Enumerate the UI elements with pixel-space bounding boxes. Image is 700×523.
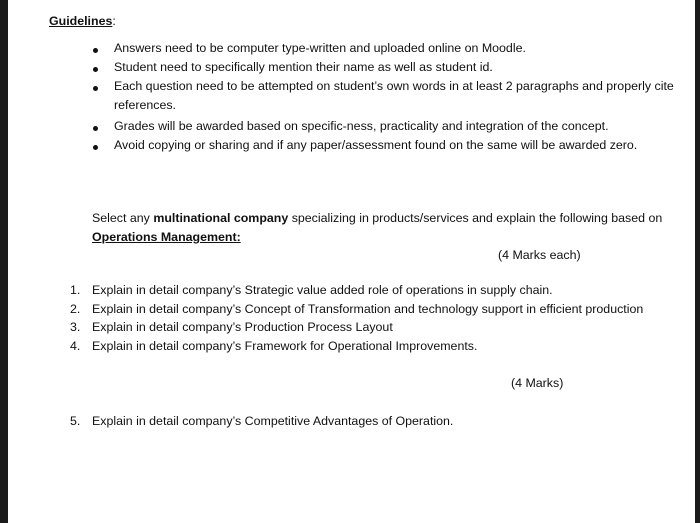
prompt-bold: multinational company	[153, 211, 289, 225]
bullet-icon	[93, 126, 98, 131]
question-text: Explain in detail company’s Production Process Layout	[92, 320, 393, 334]
bullet-item: Student need to specifically mention their name as well as student id.	[114, 60, 493, 74]
prompt-part2: specializing in products/services and explain the following based on	[288, 211, 663, 225]
question-text: Explain in detail company’s Framework for Operational Improvements.	[92, 339, 478, 353]
left-border	[0, 0, 8, 523]
guidelines-heading	[49, 14, 116, 28]
bullet-item: Each question need to be attempted on student’s own words in at least 2 paragraphs and properly cite	[114, 79, 674, 93]
bullet-item: Grades will be awarded based on specific-ness, practicality and integration of the concept.	[114, 119, 609, 133]
question-number: 2.	[70, 302, 81, 316]
prompt-topic: Operations Management:	[92, 230, 241, 244]
question-number: 1.	[70, 283, 81, 297]
bullet-icon	[93, 48, 98, 53]
bullet-item: Avoid copying or sharing and if any paper/assessment found on the same will be awarded zero.	[114, 138, 638, 152]
question-number: 4.	[70, 339, 81, 353]
guidelines-heading-colon: :	[112, 14, 116, 28]
marks-each: (4 Marks each)	[498, 248, 581, 262]
question-number: 5.	[70, 414, 81, 428]
bullet-item: Answers need to be computer type-written and uploaded online on Moodle.	[114, 41, 526, 55]
prompt-line	[92, 211, 662, 225]
question-text: Explain in detail company’s Concept of Transformation and technology support in efficient production	[92, 302, 644, 316]
right-border	[695, 0, 700, 523]
prompt-part1: Select any	[92, 211, 154, 225]
question-text: Explain in detail company’s Competitive Advantages of Operation.	[92, 414, 454, 428]
question-text: Explain in detail company’s Strategic value added role of operations in supply chain.	[92, 283, 553, 297]
guidelines-heading-text: Guidelines	[49, 14, 113, 28]
question-number: 3.	[70, 320, 81, 334]
bullet-item-continuation: references.	[114, 98, 176, 112]
bullet-icon	[93, 145, 98, 150]
bullet-icon	[93, 86, 98, 91]
bullet-icon	[93, 67, 98, 72]
marks: (4 Marks)	[511, 376, 564, 390]
